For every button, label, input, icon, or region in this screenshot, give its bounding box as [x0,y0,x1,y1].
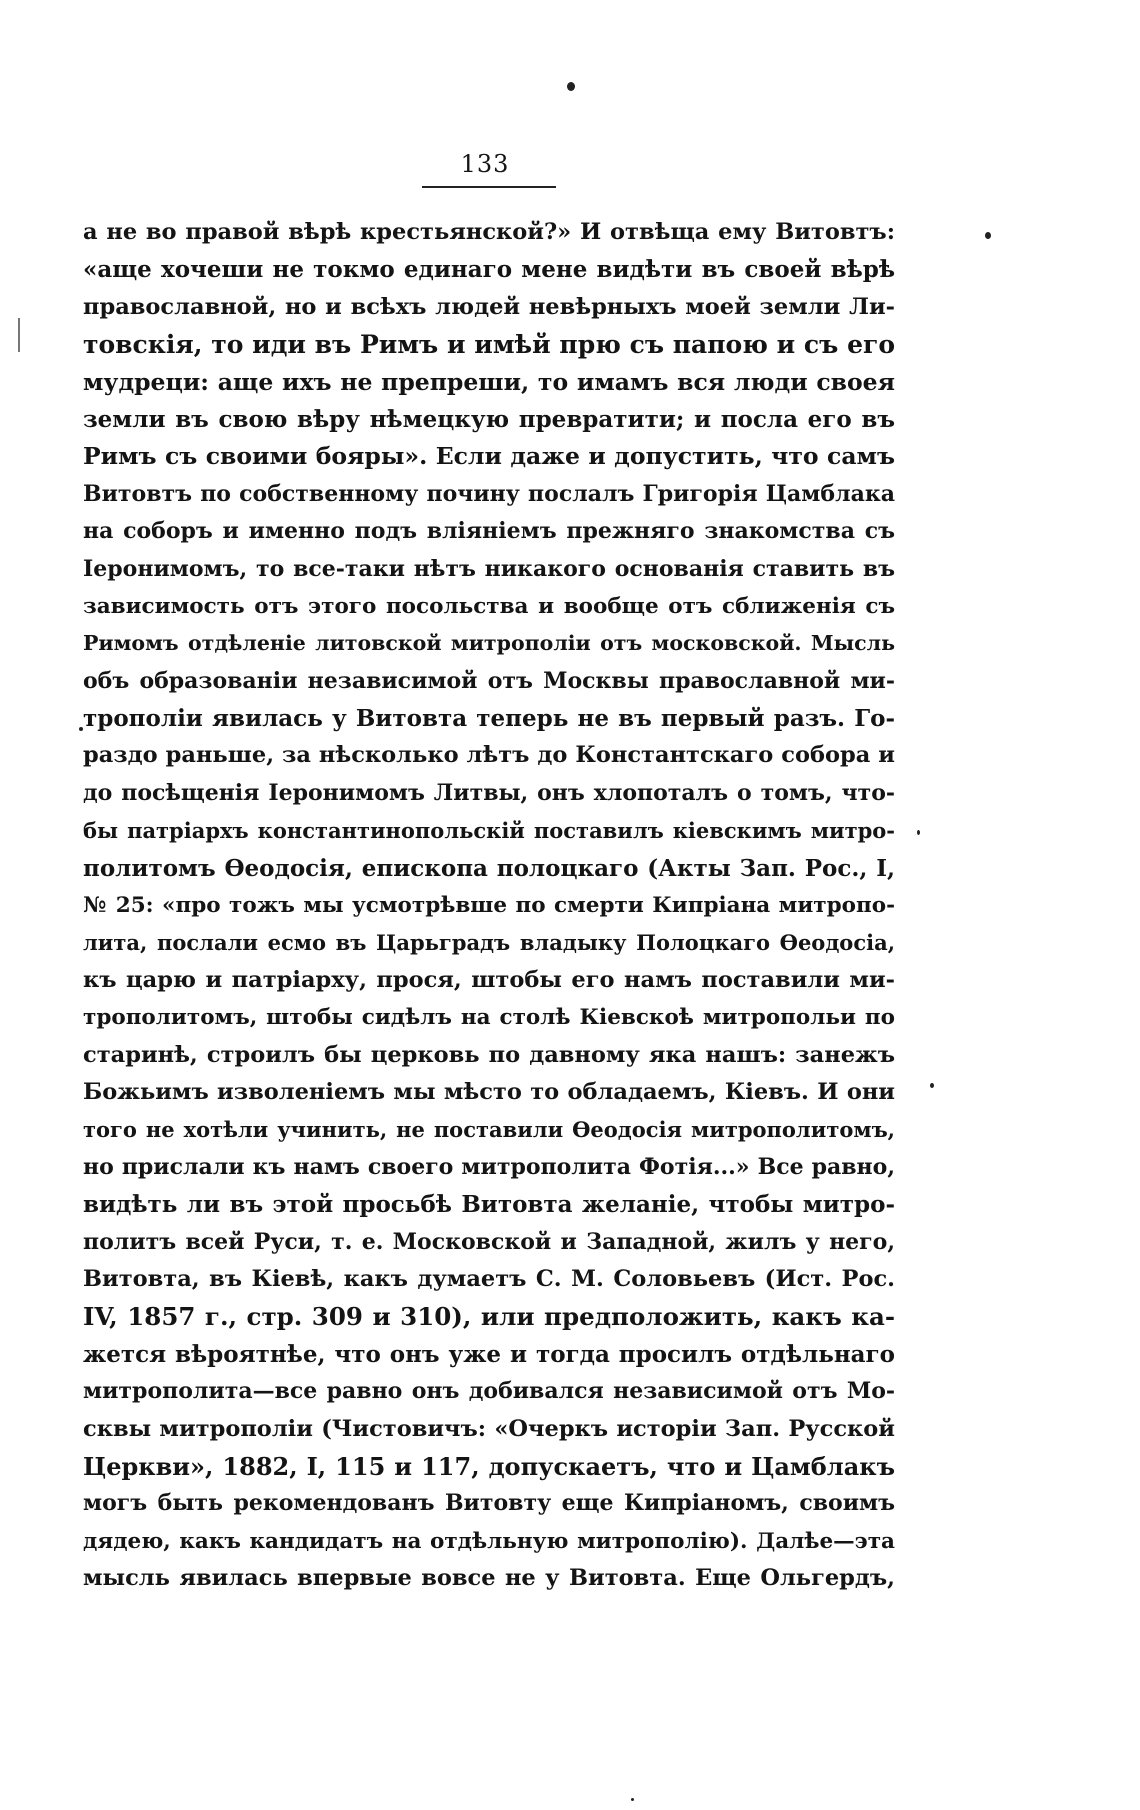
text-line: Витовта, въ Кіевѣ, какъ думаетъ С. М. Соловьевъ (Ист. Рос. [83,1265,895,1292]
ink-speck [917,830,920,835]
text-line: политъ всей Руси, т. е. Московской и Западной, жилъ у него, [83,1228,895,1255]
text-line: зависимость отъ этого посольства и вообще отъ сближенія съ [83,593,895,619]
text-line: лита, послали есмо въ Царьградъ владыку Полоцкаго Ѳеодосіа, [83,930,895,956]
text-line: Витовтъ по собственному почину послалъ Григорія Цамблака [83,480,895,507]
text-line: а не во правой вѣрѣ крестьянской?» И отвѣща ему Витовтъ: [83,219,895,245]
text-line: къ царю и патріарху, прося, штобы его намъ поставили ми- [83,966,895,993]
text-line: трополіи явилась у Витовта теперь не въ первый разъ. Го- [83,705,895,733]
page-number: 133 [460,150,510,178]
ink-speck [631,1798,634,1801]
text-line: дядею, какъ кандидатъ на отдѣльную митрополію). Далѣе—эта [83,1528,895,1554]
text-line: земли въ свою вѣру нѣмецкую превратити; и посла его въ [83,405,895,433]
text-line: на соборъ и именно подъ вліяніемъ прежняго знакомства съ [83,518,895,545]
text-line: Божьимъ изволеніемъ мы мѣсто то обладаемъ, Кіевъ. И они [83,1078,895,1105]
text-line: «аще хочеши не токмо единаго мене видѣти въ своей вѣрѣ [83,256,895,284]
text-line: объ образованіи независимой отъ Москвы православной ми- [83,667,895,694]
margin-mark [18,318,20,352]
text-line: раздо раньше, за нѣсколько лѣтъ до Константскаго собора и [83,742,895,769]
text-line: старинѣ, строилъ бы церковь по давному яка нашъ: занежъ [83,1041,895,1068]
text-line: видѣть ли въ этой просьбѣ Витовта желаніе, чтобы митро- [83,1191,895,1219]
text-line: но прислали къ намъ своего митрополита Фотія...» Все равно, [83,1153,895,1180]
ink-speck [567,82,575,91]
text-line: митрополита—все равно онъ добивался независимой отъ Мо- [83,1378,895,1405]
text-line: товскія, то иди въ Римъ и имѣй прю съ папою и съ его [83,330,895,360]
text-line: Іеронимомъ, то все-таки нѣтъ никакого основанія ставить въ [83,555,895,582]
text-line: IV, 1857 г., стр. 309 и 310), или предположить, какъ ка- [83,1302,895,1332]
text-line: могъ быть рекомендованъ Витовту еще Кипріаномъ, своимъ [83,1490,895,1517]
text-line: Римъ съ своими бояры». Если даже и допустить, что самъ [83,442,895,471]
text-line: сквы митрополіи (Чистовичъ: «Очеркъ исторіи Зап. Русской [83,1415,895,1442]
text-line: мысль явилась впервые вовсе не у Витовта. Еще Ольгердъ, [83,1565,895,1592]
text-line: политомъ Ѳеодосія, епископа полоцкаго (Акты Зап. Рос., I, [83,854,895,882]
header-rule [422,186,556,188]
text-line: бы патріархъ константинопольскій поставилъ кіевскимъ митро- [83,818,895,844]
text-line: жется вѣроятнѣе, что онъ уже и тогда просилъ отдѣльнаго [83,1340,895,1368]
text-line: мудреци: аще ихъ не препреши, то имамъ вся люди своея [83,367,895,396]
text-line: Римомъ отдѣленіе литовской митрополіи отъ московской. Мысль [83,631,895,656]
ink-speck [985,232,991,239]
text-line: того не хотѣли учинить, не поставили Ѳеодосія митрополитомъ, [83,1117,895,1143]
text-line: православной, но и всѣхъ людей невѣрныхъ моей земли Ли- [83,293,895,320]
text-line: трополитомъ, штобы сидѣлъ на столѣ Кіевскоѣ митропольи по [83,1005,895,1031]
text-line: до посѣщенія Іеронимомъ Литвы, онъ хлопоталъ о томъ, что- [83,779,895,806]
ink-speck [930,1083,934,1088]
text-line: Церкви», 1882, I, 115 и 117, допускаетъ, что и Цамблакъ [83,1451,895,1481]
text-line: № 25: «про тожъ мы усмотрѣвше по смерти Кипріана митропо- [83,893,895,919]
body-text [83,214,895,1597]
